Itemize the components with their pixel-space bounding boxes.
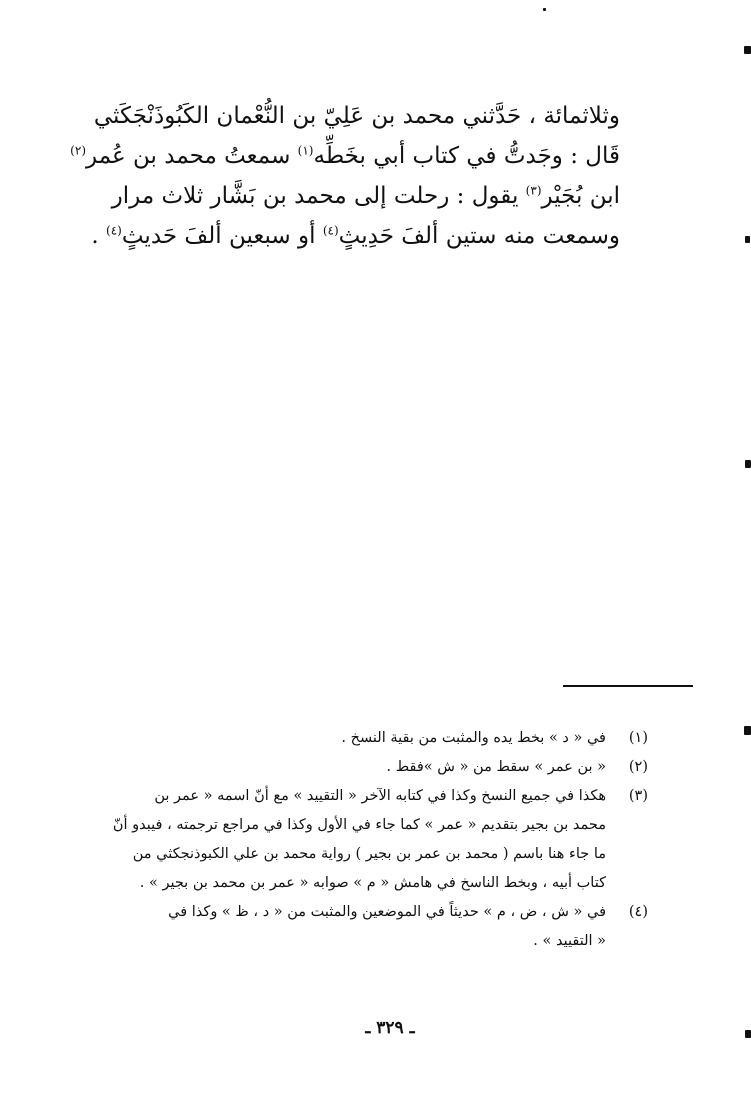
- scan-speck: [744, 46, 751, 54]
- footnote-ref-3: (٣): [525, 183, 542, 198]
- footnote-number: (١): [628, 730, 648, 746]
- footnotes: [100, 724, 648, 956]
- scan-speck: [543, 8, 546, 11]
- footnote-line: محمد بن بجير بتقديم « عمر » كما جاء في الأول وكذا في مراجع ترجمته ، فيبدو أنّ: [112, 817, 606, 833]
- footnote-4: [100, 898, 648, 956]
- footnote-1: [100, 724, 648, 753]
- footnote-ref-4: (٤): [322, 223, 339, 238]
- main-line-3: [111, 176, 620, 216]
- footnote-ref-4b: (٤): [106, 223, 122, 238]
- scan-speck: [745, 460, 751, 468]
- footnote-line: « بن عمر » سقط من « ش »فقط .: [386, 759, 606, 775]
- footnote-number: (٣): [628, 788, 648, 804]
- page-number: ـ ٣٢٩ ـ: [365, 1018, 415, 1038]
- main-line-3-cont: يقول : رحلت إلى محمد بن بَشَّار ثلاث مرار: [111, 183, 526, 209]
- main-line-1: وثلاثمائة ، حَدَّثني محمد بن عَلِيّ بن النُّعْمان الكَبُوذَنْجَكَثي: [93, 103, 620, 129]
- scan-speck: [745, 1030, 751, 1038]
- main-paragraph: [70, 96, 620, 256]
- main-line-4-end: .: [91, 223, 107, 249]
- main-line-2-cont: سمعتُ محمد بن عُمر: [86, 143, 298, 169]
- footnote-3: [100, 782, 648, 898]
- footnote-line: في « د » بخط يده والمثبت من بقية النسخ .: [341, 730, 606, 746]
- main-line-4-cont: أو سبعين ألفَ حَديثٍ: [121, 223, 323, 249]
- footnote-line: ما جاء هنا باسم ( محمد بن عمر بن بجير ) رواية محمد بن علي الكبوذنجكثي من: [132, 846, 606, 862]
- main-line-4: [91, 216, 620, 256]
- main-line-3-text: ابن بُجَيْر: [541, 183, 620, 209]
- footnote-line: « التقييد » .: [533, 933, 606, 949]
- footnote-2: [100, 753, 648, 782]
- footnote-separator: [563, 685, 693, 687]
- main-line-2-text: قَال : وجَدتُّ في كتاب أبي بخَطِّه: [313, 143, 620, 169]
- footnote-line: في « ش ، ض ، م » حديثاً في الموضعين والمثبت من « د ، ظ » وكذا في: [168, 904, 606, 920]
- footnote-number: (٤): [628, 904, 648, 920]
- footnote-ref-2: (٢): [70, 143, 86, 158]
- footnote-number: (٢): [628, 759, 648, 775]
- scan-speck: [745, 236, 750, 243]
- main-line-2: [70, 136, 620, 176]
- scan-speck: [744, 726, 751, 735]
- footnote-ref-1: (١): [297, 143, 314, 158]
- footnote-line: هكذا في جميع النسخ وكذا في كتابه الآخر « التقييد » مع أنّ اسمه « عمر بن: [154, 788, 606, 804]
- main-line-4-text: وسمعت منه ستين ألفَ حَدِيثٍ: [338, 223, 620, 249]
- footnote-line: كتاب أبيه ، وبخط الناسخ في هامش « م » صوابه « عمر بن محمد بن بجير » .: [139, 875, 606, 891]
